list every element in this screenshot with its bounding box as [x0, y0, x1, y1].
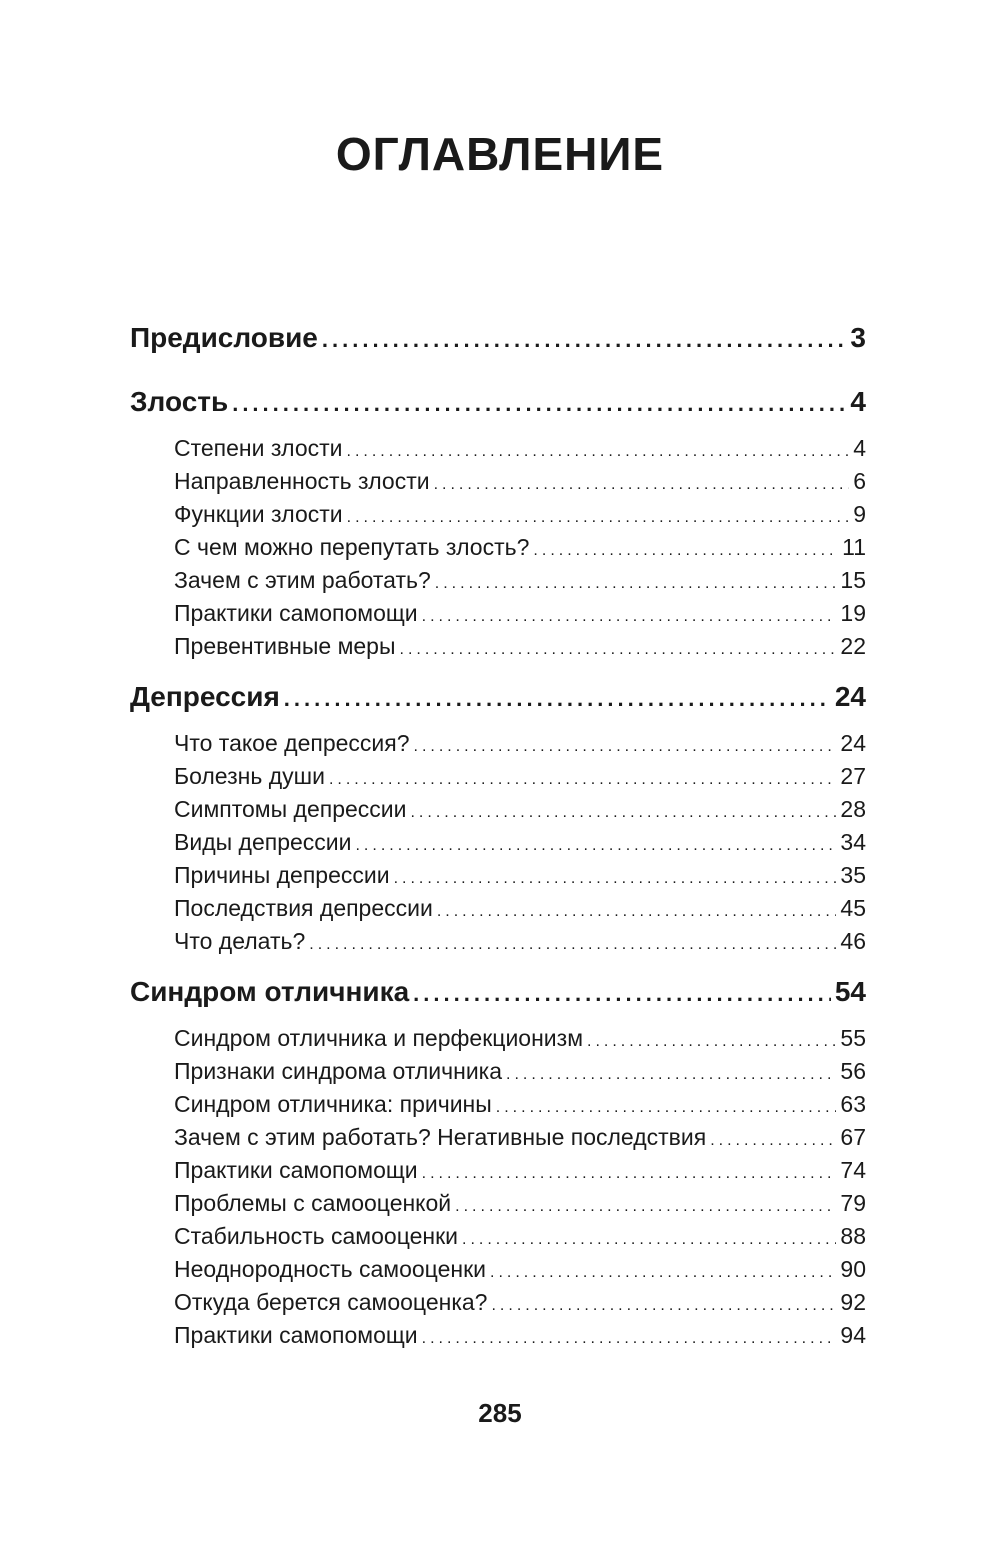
- dot-leader: [414, 727, 837, 763]
- toc-section-row: [130, 597, 866, 630]
- toc-section-row: [130, 1220, 866, 1253]
- toc-section-row: [130, 630, 866, 663]
- section-title: Последствия депрессии: [174, 895, 433, 921]
- chapter-title: Злость: [130, 386, 229, 417]
- dot-leader: [462, 1220, 836, 1256]
- section-title: Зачем с этим работать?: [174, 567, 431, 593]
- section-page-number: 9: [853, 501, 866, 527]
- section-page-number: 6: [853, 468, 866, 494]
- section-page-number: 90: [840, 1256, 866, 1282]
- toc-section-row: [130, 1253, 866, 1286]
- chapter-page-number: 3: [850, 322, 866, 353]
- section-page-number: 4: [853, 435, 866, 461]
- section-page-number: 35: [840, 862, 866, 888]
- table-of-contents: [130, 322, 866, 1352]
- toc-section-row: [130, 1286, 866, 1319]
- section-title: Стабильность самооценки: [174, 1223, 459, 1249]
- toc-section-row: [130, 1055, 866, 1088]
- section-page-number: 45: [840, 895, 866, 921]
- chapter-title: Синдром отличника: [130, 976, 410, 1007]
- dot-leader: [710, 1121, 836, 1157]
- section-page-number: 94: [840, 1322, 866, 1348]
- toc-chapter-row: [130, 681, 866, 727]
- section-page-number: 15: [840, 567, 866, 593]
- dot-leader: [422, 1154, 837, 1190]
- section-title: Признаки синдрома отличника: [174, 1058, 503, 1084]
- toc-section-row: [130, 465, 866, 498]
- toc-section-row: [130, 564, 866, 597]
- dot-leader: [491, 1286, 836, 1322]
- section-title: Болезнь души: [174, 763, 325, 789]
- toc-section-row: [130, 760, 866, 793]
- section-page-number: 56: [840, 1058, 866, 1084]
- section-title: Синдром отличника: причины: [174, 1091, 492, 1117]
- section-page-number: 27: [840, 763, 866, 789]
- dot-leader: [422, 1319, 837, 1355]
- section-title: Функции злости: [174, 501, 343, 527]
- section-title: Откуда берется самооценка?: [174, 1289, 488, 1315]
- dot-leader: [329, 760, 836, 796]
- dot-leader: [347, 498, 850, 534]
- section-page-number: 34: [840, 829, 866, 855]
- dot-leader: [587, 1022, 836, 1058]
- dot-leader: [413, 976, 831, 1008]
- toc-section-row: [130, 432, 866, 465]
- section-title: Симптомы депрессии: [174, 796, 407, 822]
- section-title: Причины депрессии: [174, 862, 390, 888]
- dot-leader: [422, 597, 837, 633]
- section-page-number: 46: [840, 928, 866, 954]
- section-page-number: 88: [840, 1223, 866, 1249]
- dot-leader: [322, 322, 847, 354]
- section-title: Неоднородность самооценки: [174, 1256, 487, 1282]
- toc-section-row: [130, 859, 866, 892]
- toc-section-row: [130, 1022, 866, 1055]
- toc-section-row: [130, 793, 866, 826]
- toc-section-row: [130, 531, 866, 564]
- dot-leader: [309, 925, 836, 961]
- dot-leader: [355, 826, 836, 862]
- chapter-title: Депрессия: [130, 681, 280, 712]
- dot-leader: [435, 564, 837, 600]
- dot-leader: [496, 1088, 837, 1124]
- section-page-number: 67: [840, 1124, 866, 1150]
- section-title: Превентивные меры: [174, 633, 396, 659]
- chapter-title: Предисловие: [130, 322, 318, 353]
- section-page-number: 92: [840, 1289, 866, 1315]
- section-page-number: 74: [840, 1157, 866, 1183]
- section-title: Зачем с этим работать? Негативные последствия: [174, 1124, 707, 1150]
- section-page-number: 11: [842, 534, 866, 560]
- section-page-number: 24: [840, 730, 866, 756]
- dot-leader: [394, 859, 837, 895]
- dot-leader: [410, 793, 836, 829]
- section-title: Практики самопомощи: [174, 600, 418, 626]
- toc-chapter-row: [130, 386, 866, 432]
- section-title: Направленность злости: [174, 468, 430, 494]
- chapter-page-number: 24: [834, 681, 866, 712]
- section-title: С чем можно перепутать злость?: [174, 534, 530, 560]
- toc-section-row: [130, 727, 866, 760]
- section-page-number: 28: [840, 796, 866, 822]
- dot-leader: [347, 432, 850, 468]
- dot-leader: [437, 892, 837, 928]
- toc-section-row: [130, 1154, 866, 1187]
- dot-leader: [284, 681, 831, 713]
- toc-section-row: [130, 1319, 866, 1352]
- section-title: Что делать?: [174, 928, 306, 954]
- section-title: Синдром отличника и перфекционизм: [174, 1025, 584, 1051]
- section-page-number: 22: [840, 633, 866, 659]
- page-number: 285: [478, 1398, 522, 1428]
- section-title: Проблемы с самооценкой: [174, 1190, 452, 1216]
- toc-chapter-row: [130, 976, 866, 1022]
- dot-leader: [455, 1187, 836, 1223]
- section-title: Практики самопомощи: [174, 1157, 418, 1183]
- toc-section-row: [130, 925, 866, 958]
- section-title: Что такое депрессия?: [174, 730, 410, 756]
- dot-leader: [490, 1253, 836, 1289]
- section-page-number: 19: [840, 600, 866, 626]
- toc-chapter-row: [130, 322, 866, 368]
- dot-leader: [232, 386, 846, 418]
- section-page-number: 79: [840, 1190, 866, 1216]
- section-title: Виды депрессии: [174, 829, 352, 855]
- toc-section-row: [130, 892, 866, 925]
- chapter-page-number: 4: [850, 386, 866, 417]
- toc-section-row: [130, 498, 866, 531]
- dot-leader: [400, 630, 837, 666]
- toc-section-row: [130, 826, 866, 859]
- toc-section-row: [130, 1187, 866, 1220]
- dot-leader: [434, 465, 850, 501]
- section-title: Практики самопомощи: [174, 1322, 418, 1348]
- section-page-number: 63: [840, 1091, 866, 1117]
- toc-section-row: [130, 1088, 866, 1121]
- dot-leader: [506, 1055, 836, 1091]
- toc-section-row: [130, 1121, 866, 1154]
- dot-leader: [533, 531, 838, 567]
- section-title: Степени злости: [174, 435, 343, 461]
- chapter-page-number: 54: [834, 976, 866, 1007]
- page-title: ОГЛАВЛЕНИЕ: [335, 128, 665, 180]
- section-page-number: 55: [840, 1025, 866, 1051]
